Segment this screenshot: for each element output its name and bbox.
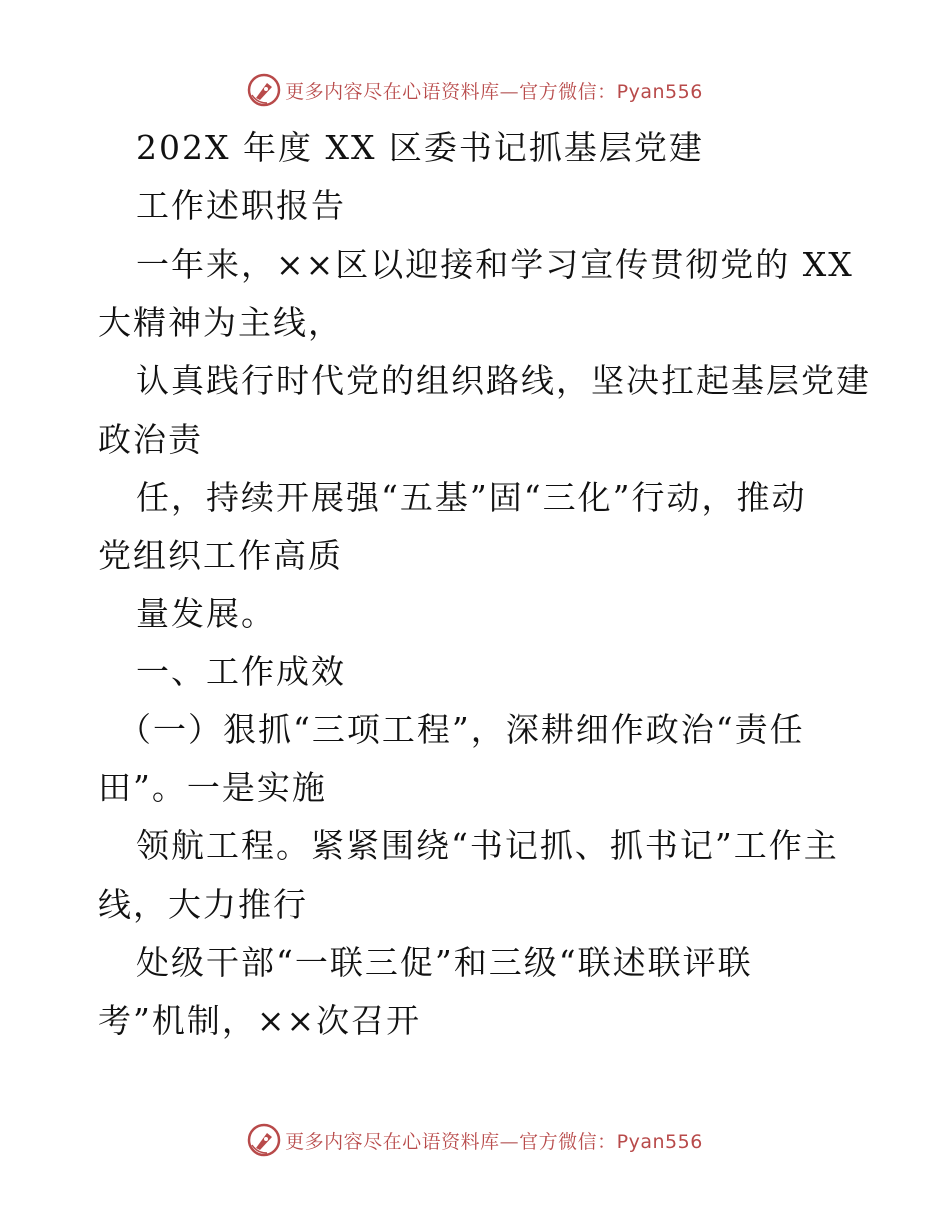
pen-nib-circle-icon (247, 73, 281, 107)
subsection-heading: （一）狠抓“三项工程”，深耕细作政治“责任 (118, 710, 805, 749)
section-heading: 一、工作成效 (136, 652, 346, 691)
paragraph-line: 认真践行时代党的组织路线，坚决扛起基层党建 (136, 361, 871, 400)
paragraph-line: 量发展。 (136, 594, 276, 633)
footer-banner (0, 1120, 950, 1160)
header-banner (0, 70, 950, 110)
paragraph-line: 领航工程。紧紧围绕“书记抓、抓书记”工作主 (136, 826, 839, 865)
pen-nib-circle-icon (247, 1123, 281, 1157)
paragraph-line: 处级干部“一联三促”和三级“联述联评联 (136, 943, 753, 982)
paragraph-line: 考”机制，××次召开 (98, 1001, 422, 1040)
document-title: 202X 年度 XX 区委书记抓基层党建 (136, 128, 704, 167)
banner-text: 更多内容尽在心语资料库—官方微信：Pyan556 (285, 1130, 703, 1153)
document-subtitle: 工作述职报告 (136, 186, 346, 225)
paragraph-line: 田”。一是实施 (98, 768, 327, 807)
paragraph-line: 党组织工作高质 (98, 536, 343, 575)
paragraph-line: 线，大力推行 (98, 885, 308, 924)
paragraph-line: 大精神为主线， (98, 303, 343, 342)
paragraph-line: 任，持续开展强“五基”固“三化”行动，推动 (136, 478, 807, 517)
banner-text: 更多内容尽在心语资料库—官方微信：Pyan556 (285, 80, 703, 103)
paragraph-line: 政治责 (98, 420, 203, 459)
paragraph-line: 一年来，××区以迎接和学习宣传贯彻党的 XX (136, 245, 854, 284)
